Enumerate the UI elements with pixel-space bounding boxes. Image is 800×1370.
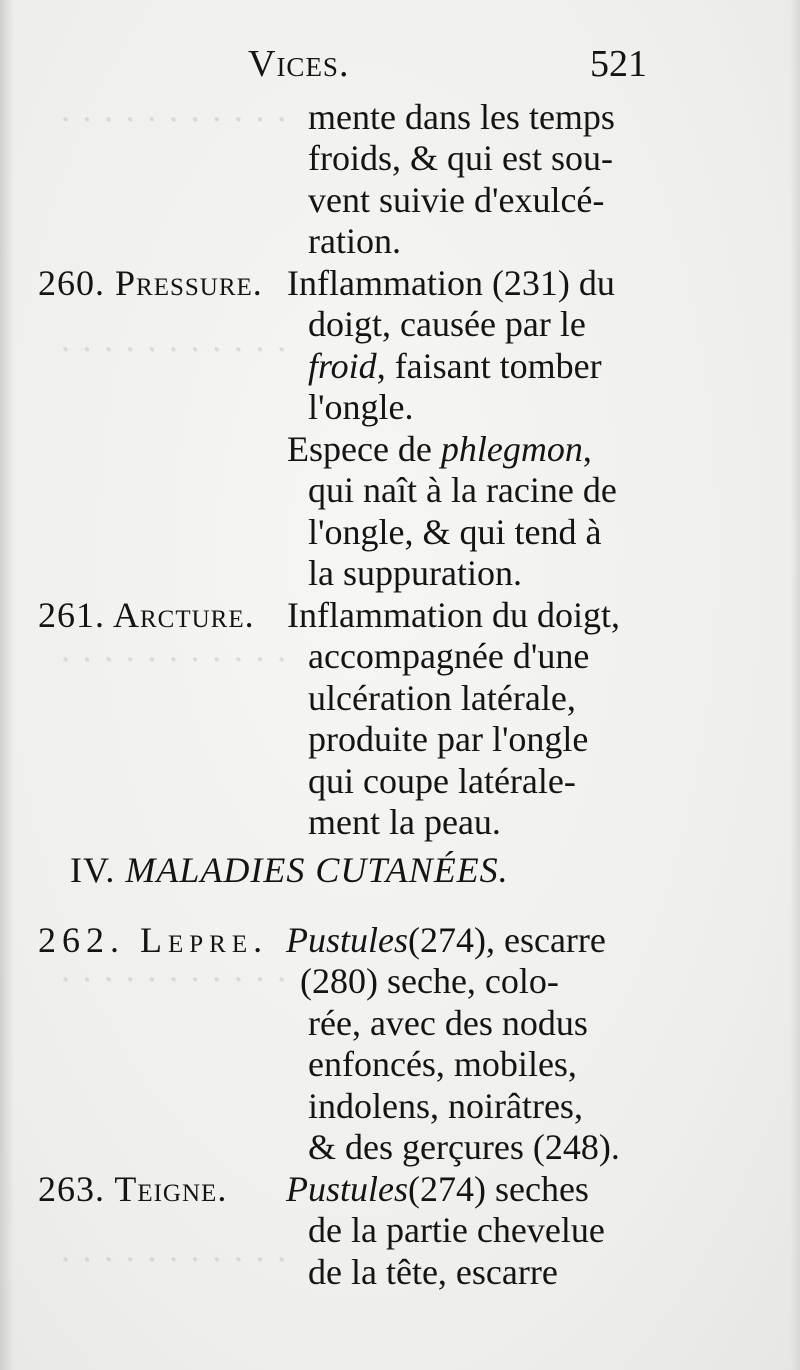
section-title: MALADIES CUTANÉES. <box>125 850 509 890</box>
text-line: vent suivie d'exulcé- <box>308 180 605 220</box>
show-through-5: · · · · · · · · · · · <box>60 1240 287 1280</box>
text-span: , faisant tomber <box>376 346 602 386</box>
definition-line: l'ongle, & qui tend à <box>308 512 602 552</box>
show-through-3: · · · · · · · · · · · <box>60 640 287 680</box>
definition-line: accompagnée d'une <box>308 636 590 676</box>
definition-line: qui coupe latérale- <box>308 761 576 801</box>
italic-term: phlegmon <box>440 429 583 469</box>
definition-line: l'ongle. <box>308 387 414 427</box>
page-right-edge-shadow <box>790 0 800 1370</box>
text-span: (274) seches <box>408 1169 589 1209</box>
show-through-4: · · · · · · · · · · · <box>60 960 287 1000</box>
section-heading <box>70 850 509 890</box>
definition-line: de la partie chevelue <box>308 1210 605 1250</box>
definition-line: qui naît à la racine de <box>308 470 617 510</box>
definition-line: la suppuration. <box>308 553 522 593</box>
show-through-1: · · · · · · · · · · · <box>60 100 287 140</box>
entry-term-260: 260. Pressure. <box>38 263 263 303</box>
italic-term: froid <box>308 346 377 386</box>
show-through-2: · · · · · · · · · · · <box>60 330 287 370</box>
definition-line: Inflammation du doigt, <box>287 595 620 635</box>
text-line: froids, & qui est sou- <box>308 138 613 178</box>
definition-line <box>308 346 602 386</box>
text-span: (274), escarre <box>408 920 606 960</box>
definition-line: rée, avec des nodus <box>308 1003 588 1043</box>
entry-term-262: 262. Lepre. <box>38 920 269 960</box>
definition-line: ulcération latérale, <box>308 678 576 718</box>
text-span: , <box>582 429 592 469</box>
section-number: IV. <box>70 850 116 890</box>
entry-term-263: 263. Teigne. <box>38 1169 228 1209</box>
italic-term: Pustules <box>286 1169 408 1209</box>
text-span: Espece de <box>287 429 441 469</box>
definition-line: & des gerçures (248). <box>308 1127 620 1167</box>
italic-term: Pustules <box>286 920 408 960</box>
text-line <box>308 97 648 137</box>
text-line: ration. <box>308 221 401 261</box>
definition-line: enfoncés, mobiles, <box>308 1044 577 1084</box>
entry-term-261: 261. Arcture. <box>38 595 255 635</box>
definition-line: ment la peau. <box>308 802 501 842</box>
page-number: 521 <box>590 43 647 85</box>
running-title: Vices. <box>248 43 350 85</box>
definition-line: doigt, causée par le <box>308 304 586 344</box>
definition-line: indolens, noirâtres, <box>308 1086 583 1126</box>
definition-line <box>286 920 606 960</box>
definition-line <box>286 1169 589 1209</box>
text-span: mente dans les temps <box>308 97 615 137</box>
page-left-edge-shadow <box>0 0 14 1370</box>
page-header <box>0 40 800 100</box>
definition-line: Inflammation (231) du <box>287 263 615 303</box>
definition-line: de la tête, escarre <box>308 1252 558 1292</box>
definition-line: produite par l'ongle <box>308 719 589 759</box>
definition-line: (280) seche, colo- <box>300 961 559 1001</box>
definition-line <box>287 429 592 469</box>
